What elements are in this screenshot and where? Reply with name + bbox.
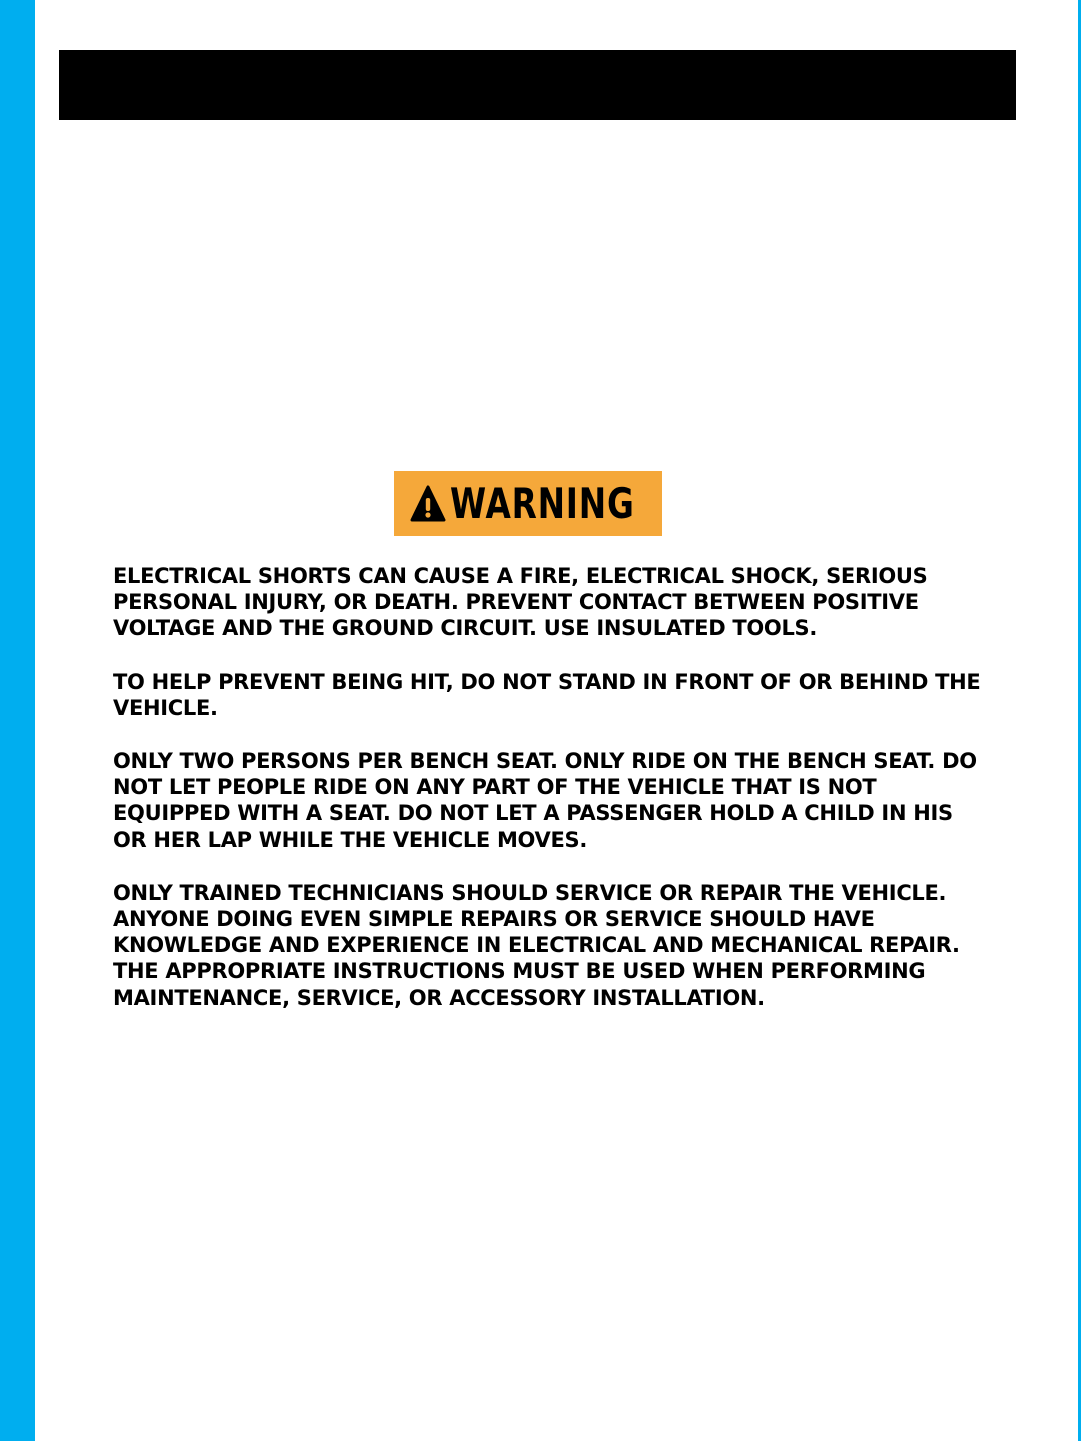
warning-paragraph-electrical: ELECTRICAL SHORTS CAN CAUSE A FIRE, ELECTRICAL SHOCK, SERIOUS PERSONAL INJURY, OR DEATH. PREVENT CONTACT BETWEEN POSITIVE VOLTAGE AND THE GROUND CIRCUIT. USE INSULATED TOOLS.: [113, 564, 928, 641]
left-color-stripe: [0, 0, 35, 1441]
warning-triangle-icon: [410, 484, 446, 524]
warning-paragraph-standing: TO HELP PREVENT BEING HIT, DO NOT STAND IN FRONT OF OR BEHIND THE VEHICLE.: [113, 669, 981, 720]
warning-label: [394, 471, 662, 536]
warning-title: WARNING: [449, 478, 635, 528]
header-bar: [59, 50, 1016, 120]
warning-paragraph-service: ONLY TRAINED TECHNICIANS SHOULD SERVICE OR REPAIR THE VEHICLE. ANYONE DOING EVEN SIMPLE REPAIRS OR SERVICE SHOULD HAVE KNOWLEDGE AND EXPERIENCE IN ELECTRICAL AND MECHANICAL REPAIR. THE APPROPRIATE INSTRUCTIONS MUST BE USED WHEN PERFORMING MAINTENANCE, SERVICE, OR ACCESSORY INSTALLATION.: [113, 880, 960, 1010]
warning-paragraph-seating: ONLY TWO PERSONS PER BENCH SEAT. ONLY RIDE ON THE BENCH SEAT. DO NOT LET PEOPLE RIDE ON ANY PART OF THE VEHICLE THAT IS NOT EQUIPPED WITH A SEAT. DO NOT LET A PASSENGER HOLD A CHILD IN HIS OR HER LAP WHILE THE VEHICLE MOVES.: [113, 749, 977, 852]
warning-body: [113, 563, 983, 1038]
